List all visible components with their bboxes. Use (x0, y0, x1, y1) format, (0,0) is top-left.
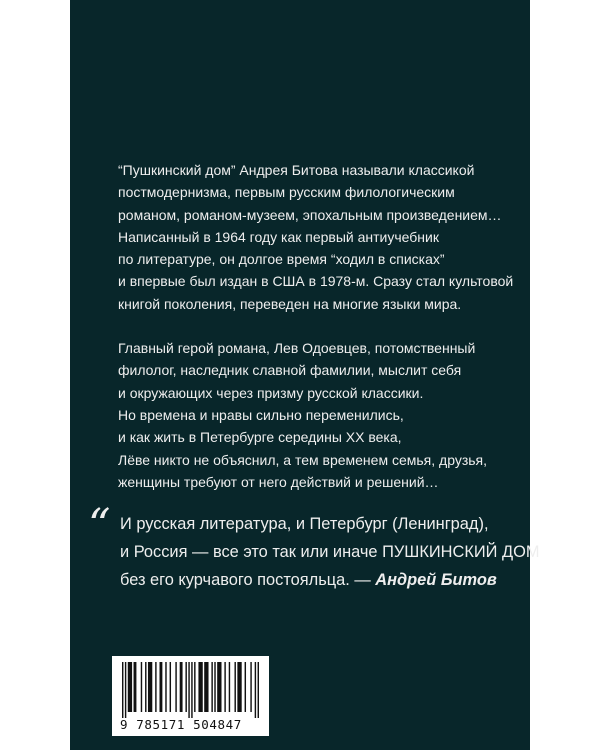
barcode-bar (255, 662, 256, 718)
barcode-bars-icon (122, 662, 259, 718)
barcode-bar (175, 662, 176, 712)
barcode-bar (191, 662, 192, 718)
book-description (118, 159, 518, 493)
barcode-bar (159, 662, 162, 712)
description-line: романом, романом-музеем, эпохальным произведением… (118, 206, 502, 223)
barcode-bar (128, 662, 132, 712)
description-line: постмодернизма, первым русским филологическим (118, 184, 455, 201)
barcode-bar (165, 662, 166, 712)
barcode-bar (198, 662, 202, 712)
quote-line: И русская литература, и Петербург (Ленинград), (120, 515, 489, 533)
quote-mark-icon: “ (88, 500, 111, 551)
quote-line: и Россия — все это так или иначе ПУШКИНСКИЙ ДОМ (120, 543, 540, 562)
quote-author: Андрей Битов (375, 571, 497, 590)
quote-line-text: без его курчавого постояльца. — (120, 571, 376, 590)
barcode-bar (180, 662, 183, 712)
barcode-bar (234, 662, 235, 712)
barcode-bar (204, 662, 208, 712)
barcode-bar (211, 662, 212, 712)
description-line: по литературе, он долгое время “ходил в списках” (118, 251, 445, 268)
description-line: Написанный в 1964 году как первый антиучебник (118, 228, 439, 245)
barcode-bar (155, 662, 156, 712)
isbn-number: 9 785171 504847 (120, 717, 242, 732)
description-line: филолог, наследник славной фамилии, мыслит себя (118, 362, 462, 379)
barcode-bar (250, 662, 251, 712)
barcode-bar (185, 662, 186, 712)
author-quote (120, 510, 540, 595)
barcode-bar (214, 662, 215, 712)
barcode-bar (229, 662, 230, 712)
barcode-bar (188, 662, 189, 718)
barcode-bar (125, 662, 126, 718)
description-line: и впервые был издан в США в 1978-м. Сразу стал культовой (118, 273, 514, 290)
barcode-bar (148, 662, 152, 712)
barcode-bar (245, 662, 246, 712)
barcode-bar (224, 662, 225, 712)
description-line: женщины требуют от него действий и решений… (118, 473, 439, 490)
description-line: Главный герой романа, Лев Одоевцев, потомственный (118, 340, 476, 357)
isbn-barcode (112, 656, 269, 736)
barcode-bar (237, 662, 241, 712)
description-line: книгой поколения, переведен на многие языки мира. (118, 295, 462, 312)
description-line: и окружающих через призму русской классики. (118, 384, 424, 401)
barcode-bar (258, 662, 259, 718)
barcode-bar (194, 662, 195, 712)
quote-line-with-author (120, 566, 520, 594)
paragraph-gap (118, 315, 518, 337)
description-line: и как жить в Петербурге середины XX века, (118, 429, 402, 446)
barcode-bar (122, 662, 123, 718)
description-line: Но времена и нравы сильно переменились, (118, 406, 404, 423)
barcode-bar (141, 662, 142, 712)
barcode-bar (217, 662, 221, 712)
barcode-bar (134, 662, 137, 712)
barcode-bar (170, 662, 171, 712)
description-line: “Пушкинский дом” Андрея Битова называли классикой (118, 162, 475, 178)
book-back-cover (70, 0, 540, 750)
barcode-bar (145, 662, 146, 712)
description-line: Лёве никто не объяснил, а тем временем семья, друзья, (118, 451, 488, 468)
